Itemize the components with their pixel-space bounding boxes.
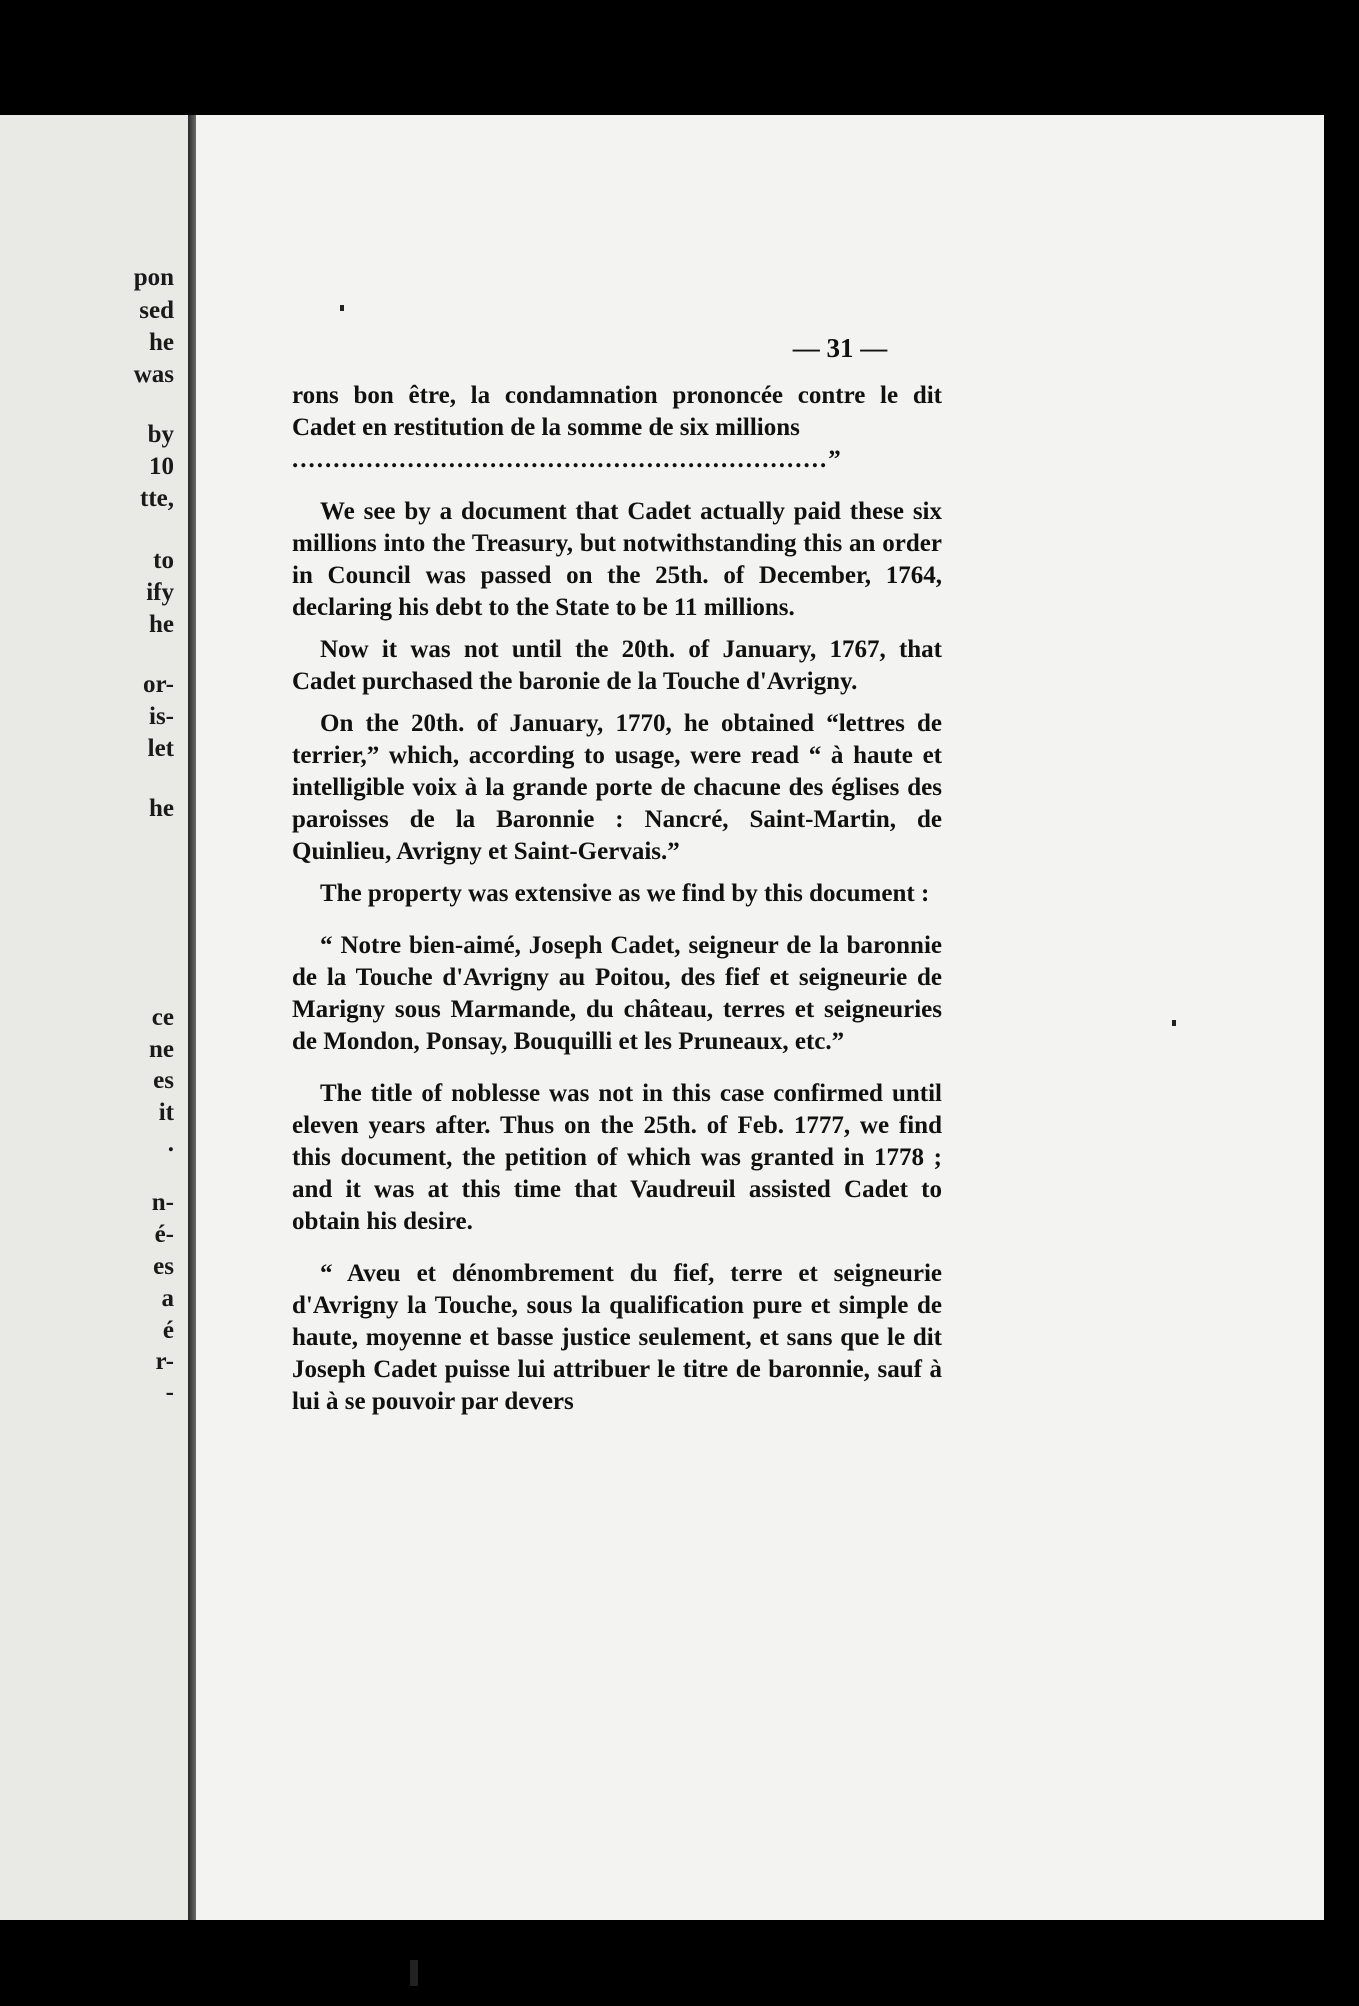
page-text bbox=[292, 380, 942, 1418]
quote-2: “ Aveu et dénombrement du fief, terre et seigneurie d'Avrigny la Touche, sous la qualification pure et simple de haute, moyenne et basse justice seulement, et sans que le dit Joseph Cadet puisse lui attribuer le titre de baronnie, sauf à lui à se pouvoir par devers bbox=[292, 1260, 942, 1415]
left-page-fragment: es bbox=[153, 1253, 174, 1280]
left-page-fragment: let bbox=[147, 735, 174, 762]
page-speck bbox=[340, 305, 344, 311]
page-number: — 31 — bbox=[792, 333, 888, 363]
left-page-fragment: ne bbox=[149, 1036, 174, 1063]
left-page-fragment: é bbox=[162, 1317, 174, 1344]
left-page-fragment: tte, bbox=[140, 485, 174, 512]
paragraph-2: We see by a document that Cadet actually paid these six millions into the Treasury, but notwithstanding this an order in Council was passed on the 25th. of December, 1764, declaring his debt to the State to be 11 millions. bbox=[292, 498, 942, 621]
left-page-fragment: he bbox=[149, 329, 174, 356]
left-page-fragment: . bbox=[167, 1130, 174, 1157]
left-page-fragment: r- bbox=[155, 1348, 174, 1375]
left-page-fragment: es bbox=[153, 1067, 174, 1094]
left-page-fragment: is- bbox=[149, 703, 174, 730]
left-page-fragment: he bbox=[149, 611, 174, 638]
left-page-fragment: é- bbox=[154, 1221, 174, 1248]
left-page-fragment: by bbox=[147, 421, 174, 448]
paragraph-4: On the 20th. of January, 1770, he obtained “lettres de terrier,” which, according to usage, were read “ à haute et intelligible voix à la grande porte de chacune des églises des paroisses de la Baronnie : Nancré, Saint-Martin, de Quinlieu, Avrigny et Saint-Gervais.” bbox=[292, 710, 942, 865]
left-page-fragment: pon bbox=[133, 264, 174, 291]
paragraph-1: rons bon être, la condamnation prononcée contre le dit Cadet en restitution de la somme de six millions bbox=[292, 382, 942, 441]
left-page-fragment: ce bbox=[151, 1004, 174, 1031]
right-page bbox=[196, 115, 1324, 1920]
left-page-fragment: - bbox=[165, 1379, 174, 1406]
left-page-fragment: was bbox=[133, 361, 174, 388]
left-page-fragment: 10 bbox=[149, 453, 174, 480]
page-speck bbox=[1172, 1020, 1176, 1026]
paragraph-5: The property was extensive as we find by this document : bbox=[320, 880, 930, 907]
left-page-fragment: or- bbox=[143, 671, 174, 698]
left-page-fragment: ify bbox=[146, 579, 174, 606]
binding-shadow bbox=[188, 115, 196, 1920]
left-page-fragment: to bbox=[153, 547, 174, 574]
left-page-fragment: n- bbox=[151, 1189, 174, 1216]
left-page-fragment: he bbox=[149, 795, 174, 822]
quote-1: “ Notre bien-aimé, Joseph Cadet, seigneur de la baronnie de la Touche d'Avrigny au Poitou, des fief et seigneurie de Marigny sous Marmande, du château, terres et seigneuries de Mondon, Ponsay, Bouquilli et les Pruneaux, etc.” bbox=[292, 932, 942, 1055]
left-page-fragment: a bbox=[161, 1285, 174, 1312]
paragraph-3: Now it was not until the 20th. of January, 1767, that Cadet purchased the baronie de la Touche d'Avrigny. bbox=[292, 636, 942, 695]
left-page-fragment: sed bbox=[139, 297, 174, 324]
paragraph-7: The title of noblesse was not in this case confirmed until eleven years after. Thus on the 25th. of Feb. 1777, we find this document, the petition of which was granted in 1778 ; and it was at this time that Vaudreuil assisted Cadet to obtain his desire. bbox=[292, 1080, 942, 1235]
left-page-edge bbox=[0, 115, 188, 1920]
page-speck bbox=[410, 1960, 418, 1986]
ellipsis-line: .................................................................” bbox=[292, 446, 843, 473]
left-page-fragment: it bbox=[158, 1099, 174, 1126]
